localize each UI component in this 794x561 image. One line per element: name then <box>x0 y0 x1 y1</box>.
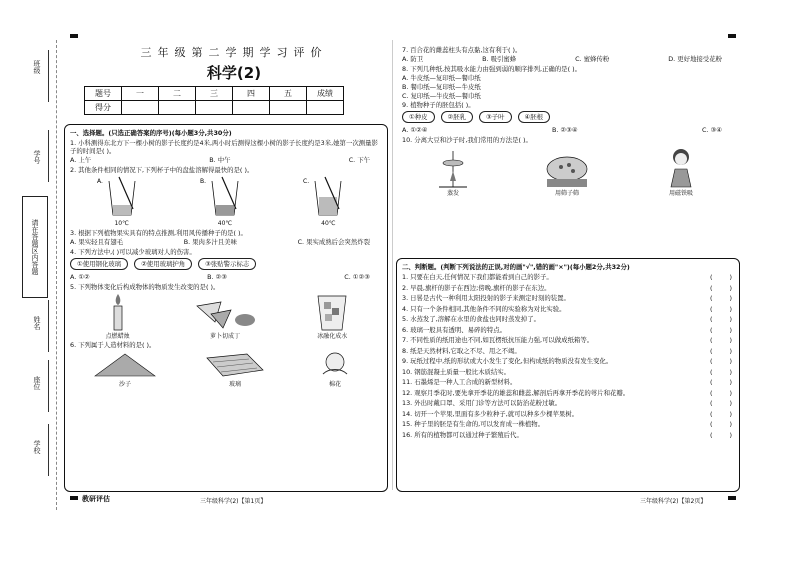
question-5: 5. 下列物体变化后构成物体的物质发生改变的是( )。 <box>70 282 220 291</box>
score-cell[interactable] <box>122 101 159 115</box>
strip-line <box>48 300 49 352</box>
option[interactable]: C. ①②③ <box>344 272 370 281</box>
question-5-figures <box>70 292 380 341</box>
section1-title: 一、选择题。(只选正确答案的序号)(每小题3分,共30分) <box>70 129 232 137</box>
option[interactable]: B. ②③④ <box>551 126 578 134</box>
option-letter: B. <box>199 178 207 185</box>
figure-caption: 棉花 <box>328 381 341 388</box>
ice-cup-icon <box>312 292 352 332</box>
option[interactable]: A. 果实轻且有翅毛 <box>70 237 124 246</box>
question-9-options <box>402 126 732 134</box>
judge-item[interactable]: 11. 石墨烯是一种人工合成的新型材料。 ( ) <box>402 378 732 386</box>
question-10: 10. 分离大豆和沙子时,我们常用的方法是( )。 <box>402 136 532 144</box>
judge-item[interactable]: 5. 水蒸发了,溶解在水里的食盐也同时蒸发掉了。 ( ) <box>402 315 732 323</box>
cotton-icon <box>313 350 357 380</box>
choice-pill: ③张贴警示标志 <box>198 258 256 270</box>
score-cell[interactable] <box>233 101 270 115</box>
beaker-icon <box>303 175 353 219</box>
corner-mark <box>70 496 78 500</box>
strip-line <box>48 50 49 102</box>
question-8: 8. 下列几种纸,按其吸水能力由强到弱的顺序排列,正确的是( )。 <box>402 65 581 73</box>
option[interactable]: A. 防卫 <box>402 55 424 63</box>
option[interactable]: C. 复印纸—牛皮纸—餐巾纸 <box>402 92 481 100</box>
cotton-figure[interactable] <box>313 350 357 389</box>
question-10-figures <box>402 145 732 198</box>
judge-item[interactable]: 7. 不同性质的纸用途也不同,如瓦楞纸抗压能力强,可以做成纸箱等。 ( ) <box>402 336 732 344</box>
radish-icon <box>193 292 257 332</box>
question-7-options <box>402 55 732 63</box>
question-6: 6. 下列属于人造材料的是( )。 <box>70 341 156 349</box>
evaporating-dish-icon <box>433 145 473 189</box>
magnet-figure[interactable] <box>661 145 701 198</box>
judge-item[interactable]: 14. 切开一个苹果,里面有多少粒种子,就可以种多少棵苹果树。 ( ) <box>402 409 732 418</box>
option[interactable]: B. 餐巾纸—复印纸—牛皮纸 <box>402 83 481 91</box>
choice-pill: ③子叶 <box>479 111 512 123</box>
score-cell[interactable] <box>270 101 307 115</box>
option[interactable]: A. ①②④ <box>402 126 428 134</box>
judge-item[interactable]: 15. 种子里的胚是有生命的,可以发育成一株植物。 ( ) <box>402 420 732 428</box>
beaker-figure-a[interactable] <box>97 175 147 228</box>
score-header-cell: 五 <box>270 87 307 101</box>
left-column <box>70 128 380 390</box>
radish-figure[interactable] <box>193 292 257 341</box>
evaporation-figure[interactable] <box>433 145 473 198</box>
beaker-figure-c[interactable] <box>303 175 353 228</box>
question-2-figures <box>70 175 380 228</box>
option[interactable]: C. 果实成熟后会突然炸裂 <box>297 237 370 246</box>
answer-area-notice: 请在答题区内答题 <box>22 196 48 298</box>
judge-item[interactable]: 3. 日晷是古代一种利用太阳投射的影子来测定时刻的装置。 ( ) <box>402 294 732 302</box>
judge-item[interactable]: 2. 早晨,旗杆的影子在西边;傍晚,旗杆的影子在东边。 ( ) <box>402 283 732 292</box>
score-cell[interactable] <box>196 101 233 115</box>
option[interactable]: C. ③④ <box>702 126 722 134</box>
question-9-choices <box>402 111 732 123</box>
question-7: 7. 百合花的雌蕊柱头有点黏,这有利于( )。 <box>402 46 522 54</box>
question-1-options <box>70 156 380 164</box>
question-4: 4. 下列方法中,( )可以减少玻璃对人的伤害。 <box>70 247 196 256</box>
judge-item[interactable]: 1. 只要在白天,任何情况下我们都能看到自己的影子。 ( ) <box>402 273 732 281</box>
option[interactable]: B. 中午 <box>209 156 231 164</box>
exam-subject: 科学(2) <box>206 64 262 82</box>
section2 <box>402 262 732 441</box>
choice-pill: ②使用玻璃护角 <box>134 258 192 270</box>
figure-caption: 用筛子筛 <box>554 190 579 197</box>
glass-icon <box>203 350 267 380</box>
score-header-cell: 题号 <box>85 87 122 101</box>
option[interactable]: A. ①② <box>70 272 90 281</box>
glass-figure[interactable] <box>203 350 267 389</box>
score-cell[interactable] <box>307 101 344 115</box>
strip-line <box>48 424 49 476</box>
question-3-options <box>70 238 380 246</box>
candle-figure[interactable] <box>98 292 138 341</box>
choice-pill: ④胚根 <box>518 111 551 123</box>
score-table <box>84 86 344 115</box>
temperature-label: 40℃ <box>321 220 336 227</box>
figure-caption: 沙子 <box>118 381 131 388</box>
option-letter: C. <box>303 178 310 185</box>
judge-item[interactable]: 4. 只有一个条件相同,其他条件不同的实验称为对比实验。 ( ) <box>402 304 732 313</box>
candle-icon <box>98 292 138 332</box>
page-divider <box>392 40 393 490</box>
corner-mark <box>728 34 736 38</box>
figure-caption: 玻璃 <box>228 381 241 388</box>
beaker-icon <box>97 175 147 219</box>
footer-brand: 教研评估 <box>82 495 110 503</box>
judge-item[interactable]: 9. 玩纸过程中,纸的形状或大小发生了变化,但构成纸的物质没有发生变化。 ( ) <box>402 357 732 365</box>
question-4-options <box>70 273 380 281</box>
choice-pill: ②胚乳 <box>441 111 474 123</box>
score-header-cell: 一 <box>122 87 159 101</box>
score-row-label: 得分 <box>85 101 122 115</box>
corner-mark <box>728 496 736 500</box>
sieve-icon <box>535 145 599 189</box>
figure-caption: 蒸发 <box>446 190 459 197</box>
question-9: 9. 植物种子的胚包括( )。 <box>402 101 475 109</box>
figure-caption: 冰融化成水 <box>317 332 348 340</box>
strip-label-name: 姓名 <box>33 316 41 330</box>
girl-with-magnet-icon <box>661 145 701 189</box>
footer-page-right: 三年级科学(2)【第2页】 <box>640 498 707 505</box>
right-column <box>402 46 732 199</box>
question-4-choices <box>70 258 380 270</box>
beaker-icon <box>200 175 250 219</box>
figure-caption: 点燃蜡烛 <box>105 332 130 340</box>
sand-figure[interactable] <box>93 350 157 389</box>
option[interactable]: B. 果肉多汁且美味 <box>183 237 237 246</box>
strip-label-seat: 座位 <box>33 376 41 390</box>
temperature-label: 40℃ <box>217 220 233 227</box>
judge-item[interactable]: 12. 观察月季花时,要先拿开季花的雄蕊和雌蕊,解剖后再拿开季花的萼片和花瓣。 ( ) <box>402 388 732 397</box>
footer-page-left: 三年级科学(2)【第1页】 <box>200 498 267 505</box>
score-header-cell: 三 <box>196 87 233 101</box>
option[interactable]: A. 上午 <box>70 156 92 164</box>
temperature-label: 10℃ <box>114 220 129 227</box>
strip-label-school: 学校 <box>33 440 41 454</box>
score-cell[interactable] <box>159 101 196 115</box>
beaker-figure-b[interactable] <box>200 175 250 228</box>
figure-caption: 用磁铁吸 <box>668 190 693 197</box>
choice-pill: ①使用钢化玻璃 <box>70 258 128 270</box>
question-2: 2. 其他条件相同的情况下,下列杯子中的盘盐溶解得最快的是( )。 <box>70 166 254 174</box>
exam-title: 三年级第二学期学习评价 <box>140 46 328 59</box>
judge-item[interactable]: 16. 所有的植物都可以通过种子繁殖后代。 ( ) <box>402 430 732 439</box>
section2-title: 二、判断题。(判断下列说法的正误,对的画"√",错的画"×")(每小题2分,共32分) <box>402 263 630 271</box>
sand-icon <box>93 350 157 380</box>
judge-item[interactable]: 13. 外出时戴口罩、采用门诊等方法可以防治花粉过敏。 ( ) <box>402 399 732 407</box>
option[interactable]: B. 吸引蜜蜂 <box>482 55 517 63</box>
judge-item[interactable]: 10. 钢筋混凝土质量一般比木质结实。 ( ) <box>402 367 732 376</box>
ice-figure[interactable] <box>312 292 352 341</box>
option[interactable]: D. 更好地接受花粉 <box>668 55 722 63</box>
score-header-cell: 成绩 <box>307 87 344 101</box>
option-letter: A. <box>96 178 103 185</box>
judge-item[interactable]: 8. 纸是天然材料,它取之不尽、用之不竭。 ( ) <box>402 346 732 355</box>
strip-line <box>48 360 49 412</box>
judge-item[interactable]: 6. 玻璃一般具有透明、易碎的特点。 ( ) <box>402 325 732 334</box>
figure-caption: 萝卜切成丁 <box>209 332 240 340</box>
strip-label-number: 学号 <box>33 150 41 164</box>
strip-line <box>48 130 49 182</box>
option[interactable]: A. 牛皮纸—复印纸—餐巾纸 <box>402 74 481 82</box>
strip-label-class: 班级 <box>33 60 41 74</box>
score-header-cell: 四 <box>233 87 270 101</box>
choice-pill: ①种皮 <box>402 111 435 123</box>
seal-line <box>56 40 57 510</box>
sieve-figure[interactable] <box>535 145 599 198</box>
question-6-figures <box>70 350 380 389</box>
question-3: 3. 根据下列植物果实具有的特点推测,利用风传播种子的是( )。 <box>70 228 247 237</box>
score-header-cell: 二 <box>159 87 196 101</box>
question-1: 1. 小科测得东北方下一棵小树的影子长度约是4米,两小时后测得这棵小树的影子长度约是3米,她第一次测量影子的时间是( )。 <box>70 139 378 155</box>
corner-mark <box>70 34 78 38</box>
option[interactable]: C. 蜜蜂传粉 <box>575 55 610 63</box>
option[interactable]: B. ②③ <box>207 272 227 281</box>
option[interactable]: C. 下午 <box>348 156 370 164</box>
